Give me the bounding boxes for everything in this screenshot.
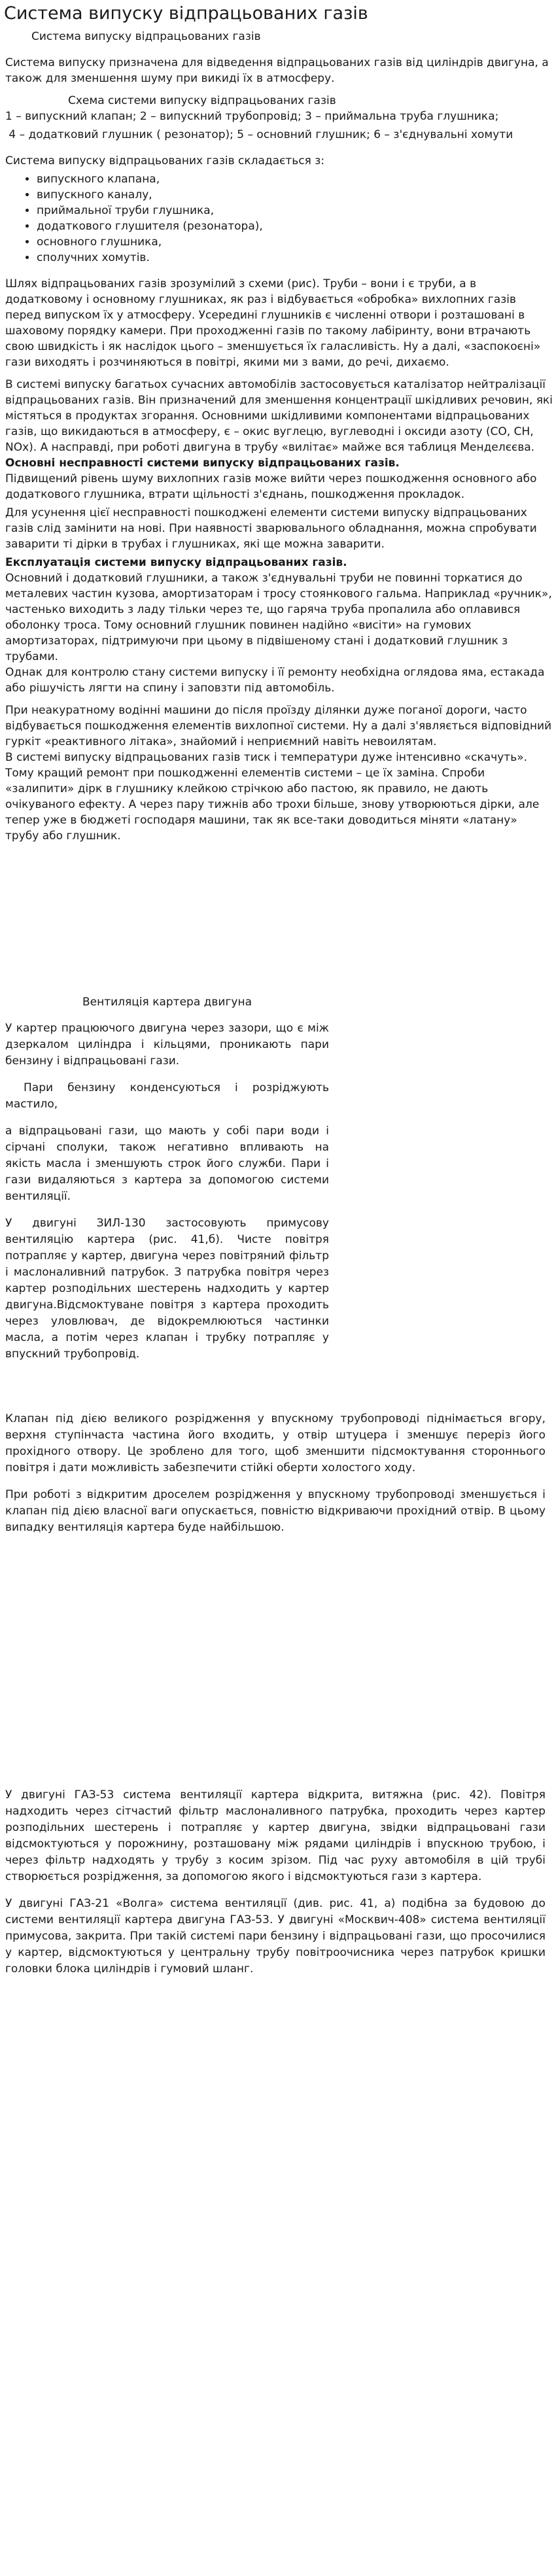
ventilation-paragraph-8: У двигуні ГАЗ-21 «Волга» система вентиляції (див. рис. 41, а) подібна за будовою до системи вентиляції картера двигуна ГАЗ-53. У двигуні «Москвич-408» система вентиляції примусова, закрита. При такій системі пари бензину і відпрацьовані гази, що просочилися у картер, відсмоктуються у центральну трубу повітроочисника через патрубок кришки головки блока циліндрів і гумовий шланг.: [5, 1897, 545, 1976]
faults-text: Підвищений рівень шуму вихлопних газів може вийти через пошкодження основного або додаткового глушника, втрати щільності з'єднань, пошкодження прокладок.: [5, 472, 537, 501]
faults-heading: Основні несправності системи випуску відпрацьованих газів.: [5, 457, 400, 470]
operation-text-2: Однак для контролю стану системи випуску і її ремонту необхідна оглядова яма, естакада або рішучість лягти на спину і заповзти під автомобіль.: [5, 666, 545, 695]
ventilation-paragraph-6: При роботі з відкритим дроселем розрідження у впускному трубопроводі зменшується і клапан під дією власної ваги опускається, повністю відкриваючи прохідний отвір. В цьому випадку вентиляція картера буде найбільшою.: [5, 1488, 545, 1534]
catalyst-paragraph: В системі випуску багатьох сучасних автомобілів застосовується каталізатор нейтралізації відпрацьованих газів. Він призначений для зменшення концентрації шкідливих речовин, які містяться в продуктах згорання. Основними шкідливими компонентами відпрацьованих газів, що викидаються в атмосферу, є – окис вуглецю, вуглеводні і оксиди азоту (CO, CH, NOх). А насправді, при роботі двигуна в трубу «вилітає» майже вся таблиця Менделєєва.: [5, 378, 553, 454]
document-subtitle: Система випуску відпрацьованих газів: [31, 30, 261, 43]
ventilation-title: Вентиляція картера двигуна: [82, 996, 252, 1009]
list-item: • додаткового глушителя (резонатора),: [37, 218, 554, 234]
list-item: • приймальної труби глушника,: [37, 203, 554, 218]
faults-fix-text: Для усунення цієї несправності пошкоджені елементи системи випуску відпрацьованих газів слід замінити на нові. При наявності зварювального обладнання, можна спробувати заварити ті дірки в трубах і глушниках, які ще можна заварити.: [5, 506, 537, 551]
composition-intro: Система випуску відпрацьованих газів складається з:: [5, 154, 325, 167]
ventilation-paragraph-1: У картер працюючого двигуна через зазори, що є між дзеркалом циліндра і кільцями, проникають пари бензину і відпрацьовані гази.: [5, 1022, 329, 1068]
gas-path-paragraph: Шлях відпрацьованих газів зрозумілий з схеми (рис). Труби – вони і є труби, а в додатковому і основному глушниках, як раз і відбувається «обробка» вихлопних газів перед випуском їх у атмосферу. Усередині глушників є численні отвори і розташовані в шаховому порядку камери. При проходженні газів по такому лабіринту, вони втрачають свою швидкість і як наслідок цього – зменшується їх галасливість. Ну а далі, «заспокоєні» гази виходять і розчиняються в повітрі, якими ми з вами, до речі, дихаємо.: [5, 277, 541, 369]
intro-paragraph: Система випуску призначена для відведення відпрацьованих газів від циліндрів двигуна, а також для зменшення шуму при викиді їх в атмосферу.: [5, 56, 549, 85]
document-title: Система випуску відпрацьованих газів: [4, 3, 368, 24]
operation-text-1: Основний і додатковий глушники, а також з'єднувальні труби не повинні торкатися до металевих частин кузова, амортизаторам і тросу стоянкового гальма. Наприклад «ручник», частенько виходить з ладу тільки через те, що гаряча труба пропалила або оплавився оболонку троса. Тому основний глушник повинен надійно «висіти» на гумових амортизаторах, підтримуючи при цьому в підвішеному стані і додатковий глушник з трубами.: [5, 572, 552, 663]
list-item: • випускного клапана,: [37, 171, 554, 187]
ventilation-paragraph-3: а відпрацьовані гази, що мають у собі пари води і сірчані сполуки, також негативно впливають на якість масла і зменшують строк його служби. Пари і гази видаляються з картера за допомогою системи вентиляції.: [5, 1124, 329, 1203]
list-item: • основного глушника,: [37, 234, 554, 250]
document-page: [0, 3, 554, 2576]
ventilation-paragraph-2: Пари бензину конденсуються і розріджують мастило,: [5, 1081, 329, 1111]
scheme-legend-line-1: 1 – випускний клапан; 2 – випускний трубопровід; 3 – приймальна труба глушника;: [5, 110, 499, 123]
list-item: • випускного каналу,: [37, 187, 554, 203]
scheme-title: Схема системи випуску відпрацьованих газів: [68, 94, 336, 107]
ventilation-paragraph-7: У двигуні ГАЗ-53 система вентиляції картера відкрита, витяжна (рис. 42). Повітря надходить через сітчастий фільтр маслоналивного патрубка, проходить через картер розподільних шестерень і потрапляє у картер двигуна, звідки відпрацьовані гази відсмоктуються у порожнину, розташовану між рядами циліндрів і впускною трубою, і через фільтр надходять у трубу з косим зрізом. Під час руху автомобіля в цій трубі створюється розрідження, за допомогою якого і відсмоктуються гази з картера.: [5, 1788, 545, 1883]
scheme-legend-line-2: 4 – додатковий глушник ( резонатор); 5 – основний глушник; 6 – з'єднувальні хомути: [5, 128, 513, 141]
components-list: [0, 171, 554, 266]
ventilation-paragraph-5: Клапан під дією великого розрідження у впускному трубопроводі піднімається вгору, верхня ступінчаста частина його входить, у отвір штуцера і зменшує переріз його прохідного отвору. Це зроблено для того, щоб зменшити підсмоктування стороннього повітря і дати можливість забезпечити стійкі оберти холостого ходу.: [5, 1412, 545, 1474]
operation-heading: Експлуатація системи випуску відпрацьованих газів.: [5, 556, 347, 569]
list-item: • сполучних хомутів.: [37, 250, 554, 266]
pressure-paragraph: В системі випуску відпрацьованих газів тиск і температури дуже інтенсивно «скачуть». Тому кращий ремонт при пошкодженні елементів системи – це їх заміна. Спроби «залипити» дірк в глушнику клейкою стрічкою або пастою, як правило, не дають очікуваного ефекту. А через пару тижнів або трохи більше, знову утворюються дірки, але тепер уже в бюджеті господаря машини, так як все-таки доводиться міняти «латану» трубу або глушник.: [5, 751, 540, 843]
ventilation-paragraph-4: У двигуні ЗИЛ-130 застосовують примусову вентиляцію картера (рис. 41,б). Чисте повітря потрапляє у картер, двигуна через повітряний фільтр і маслоналивний патрубок. З патрубка повітря через картер розподільних шестерень надходить у картер двигуна.Відсмоктуване повітря з картера проходить через уловлювач, де відокремлюються частинки масла, а потім через клапан і трубку потрапляє у впускний трубопровід.: [5, 1217, 329, 1361]
offroad-paragraph: При неакуратному водінні машини до після проїзду ділянки дуже поганої дороги, часто відбувається пошкодження елементів вихлопної системи. Ну а далі з'являється відповідний гуркіт «реактивного літака», знайомий і неприємний навіть невоилятам.: [5, 704, 552, 748]
